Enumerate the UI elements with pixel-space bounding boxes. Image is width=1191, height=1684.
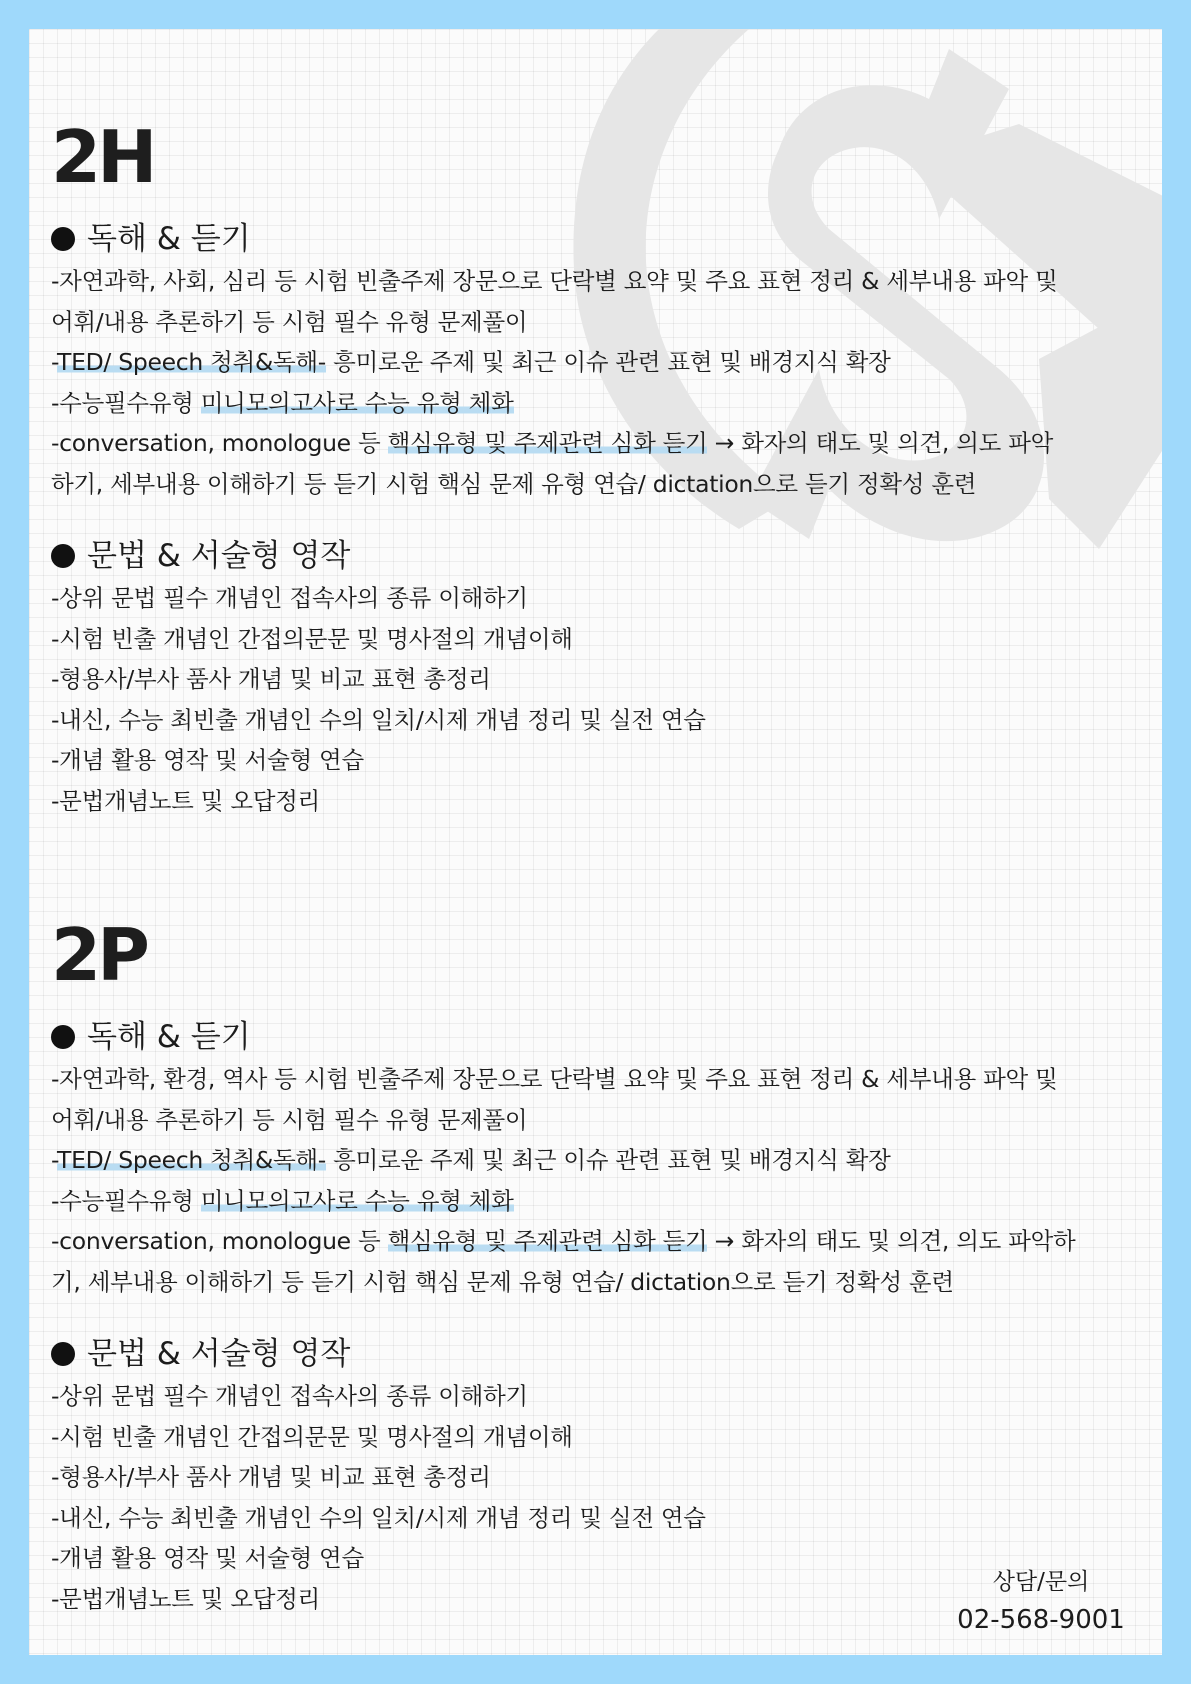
page-sheet <box>29 29 1162 1655</box>
grammar-item: -상위 문법 필수 개념인 접속사의 종류 이해하기 <box>51 1382 528 1410</box>
grammar-writing-heading <box>51 1332 1151 1376</box>
heading-label: 문법 & 서술형 영작 <box>87 1336 351 1372</box>
highlighted-text: 미니모의고사로 수능 유형 체화 <box>200 1186 514 1215</box>
heading-label: 독해 & 듣기 <box>87 1019 251 1055</box>
grammar-item: -형용사/부사 품사 개념 및 비교 표현 총정리 <box>51 665 491 693</box>
ted-line <box>51 342 1151 383</box>
reading-line: -자연과학, 사회, 심리 등 시험 빈출주제 장문으로 단락별 요약 및 주요 표현 정리 & 세부내용 파악 및 <box>51 267 1058 295</box>
reading-listening-heading <box>51 1015 1151 1059</box>
grammar-item: -문법개념노트 및 오답정리 <box>51 1584 320 1613</box>
highlighted-text: 핵심유형 및 주제관련 심화 듣기 <box>387 1227 708 1255</box>
grammar-item: -시험 빈출 개념인 간접의문문 및 명사절의 개념이해 <box>51 624 573 653</box>
reading-listening-heading <box>51 217 1151 261</box>
bullet-dot-icon <box>51 227 75 251</box>
grammar-item: -상위 문법 필수 개념인 접속사의 종류 이해하기 <box>51 584 528 612</box>
highlighted-text: 미니모의고사로 수능 유형 체화 <box>200 388 514 417</box>
heading-label: 문법 & 서술형 영작 <box>87 538 351 574</box>
bullet-dot-icon <box>51 1342 75 1366</box>
grammar-item: -시험 빈출 개념인 간접의문문 및 명사절의 개념이해 <box>51 1422 573 1451</box>
listening-line: 기, 세부내용 이해하기 등 듣기 시험 핵심 문제 유형 연습/ dictation으로 듣기 정확성 훈련 <box>51 1267 954 1296</box>
line-text: -수능필수유형 <box>51 1186 201 1215</box>
line-text: -conversation, monologue 등 <box>51 429 388 457</box>
grammar-item: -개념 활용 영작 및 서술형 연습 <box>51 746 364 774</box>
course-section-2p <box>51 915 1151 1619</box>
listening-line: 하기, 세부내용 이해하기 등 듣기 시험 핵심 문제 유형 연습/ dictation으로 듣기 정확성 훈련 <box>51 469 977 498</box>
bullet-dot-icon <box>51 1025 75 1049</box>
mock-test-line <box>51 383 1151 424</box>
course-code: 2H <box>51 115 154 199</box>
mock-test-line <box>51 1181 1151 1222</box>
line-text: 흥미로운 주제 및 최근 이슈 관련 표현 및 배경지식 확장 <box>325 1146 891 1174</box>
highlighted-text: TED/ Speech 청취&독해- <box>57 1146 326 1174</box>
highlighted-text: 핵심유형 및 주제관련 심화 듣기 <box>387 429 708 457</box>
line-text: -conversation, monologue 등 <box>51 1227 388 1255</box>
contact-block <box>941 1564 1141 1640</box>
grammar-item: -내신, 수능 최빈출 개념인 수의 일치/시제 개념 정리 및 실전 연습 <box>51 1503 706 1532</box>
line-text: 흥미로운 주제 및 최근 이슈 관련 표현 및 배경지식 확장 <box>325 348 891 376</box>
line-text: -수능필수유형 <box>51 388 201 417</box>
line-text: → 화자의 태도 및 의견, 의도 파악 <box>707 429 1054 457</box>
listening-line <box>51 1221 1151 1262</box>
bullet-dot-icon <box>51 544 75 568</box>
reading-line: 어휘/내용 추론하기 등 시험 필수 유형 문제풀이 <box>51 307 528 336</box>
ted-line <box>51 1140 1151 1181</box>
reading-line: 어휘/내용 추론하기 등 시험 필수 유형 문제풀이 <box>51 1105 528 1134</box>
grammar-writing-heading <box>51 534 1151 578</box>
highlighted-text: TED/ Speech 청취&독해- <box>57 348 326 376</box>
contact-label: 상담/문의 <box>992 1569 1090 1595</box>
reading-line: -자연과학, 환경, 역사 등 시험 빈출주제 장문으로 단락별 요약 및 주요 표현 정리 & 세부내용 파악 및 <box>51 1065 1058 1093</box>
heading-label: 독해 & 듣기 <box>87 221 251 257</box>
course-section-2h <box>51 117 1151 821</box>
grammar-item: -개념 활용 영작 및 서술형 연습 <box>51 1544 364 1572</box>
contact-phone[interactable]: 02-568-9001 <box>957 1605 1125 1635</box>
line-text: - <box>51 1146 58 1174</box>
line-text: → 화자의 태도 및 의견, 의도 파악하 <box>707 1227 1076 1255</box>
grammar-item: -형용사/부사 품사 개념 및 비교 표현 총정리 <box>51 1463 491 1491</box>
grammar-item: -내신, 수능 최빈출 개념인 수의 일치/시제 개념 정리 및 실전 연습 <box>51 705 706 734</box>
listening-line <box>51 423 1151 464</box>
course-code: 2P <box>51 913 146 997</box>
line-text: - <box>51 348 58 376</box>
grammar-item: -문법개념노트 및 오답정리 <box>51 786 320 815</box>
